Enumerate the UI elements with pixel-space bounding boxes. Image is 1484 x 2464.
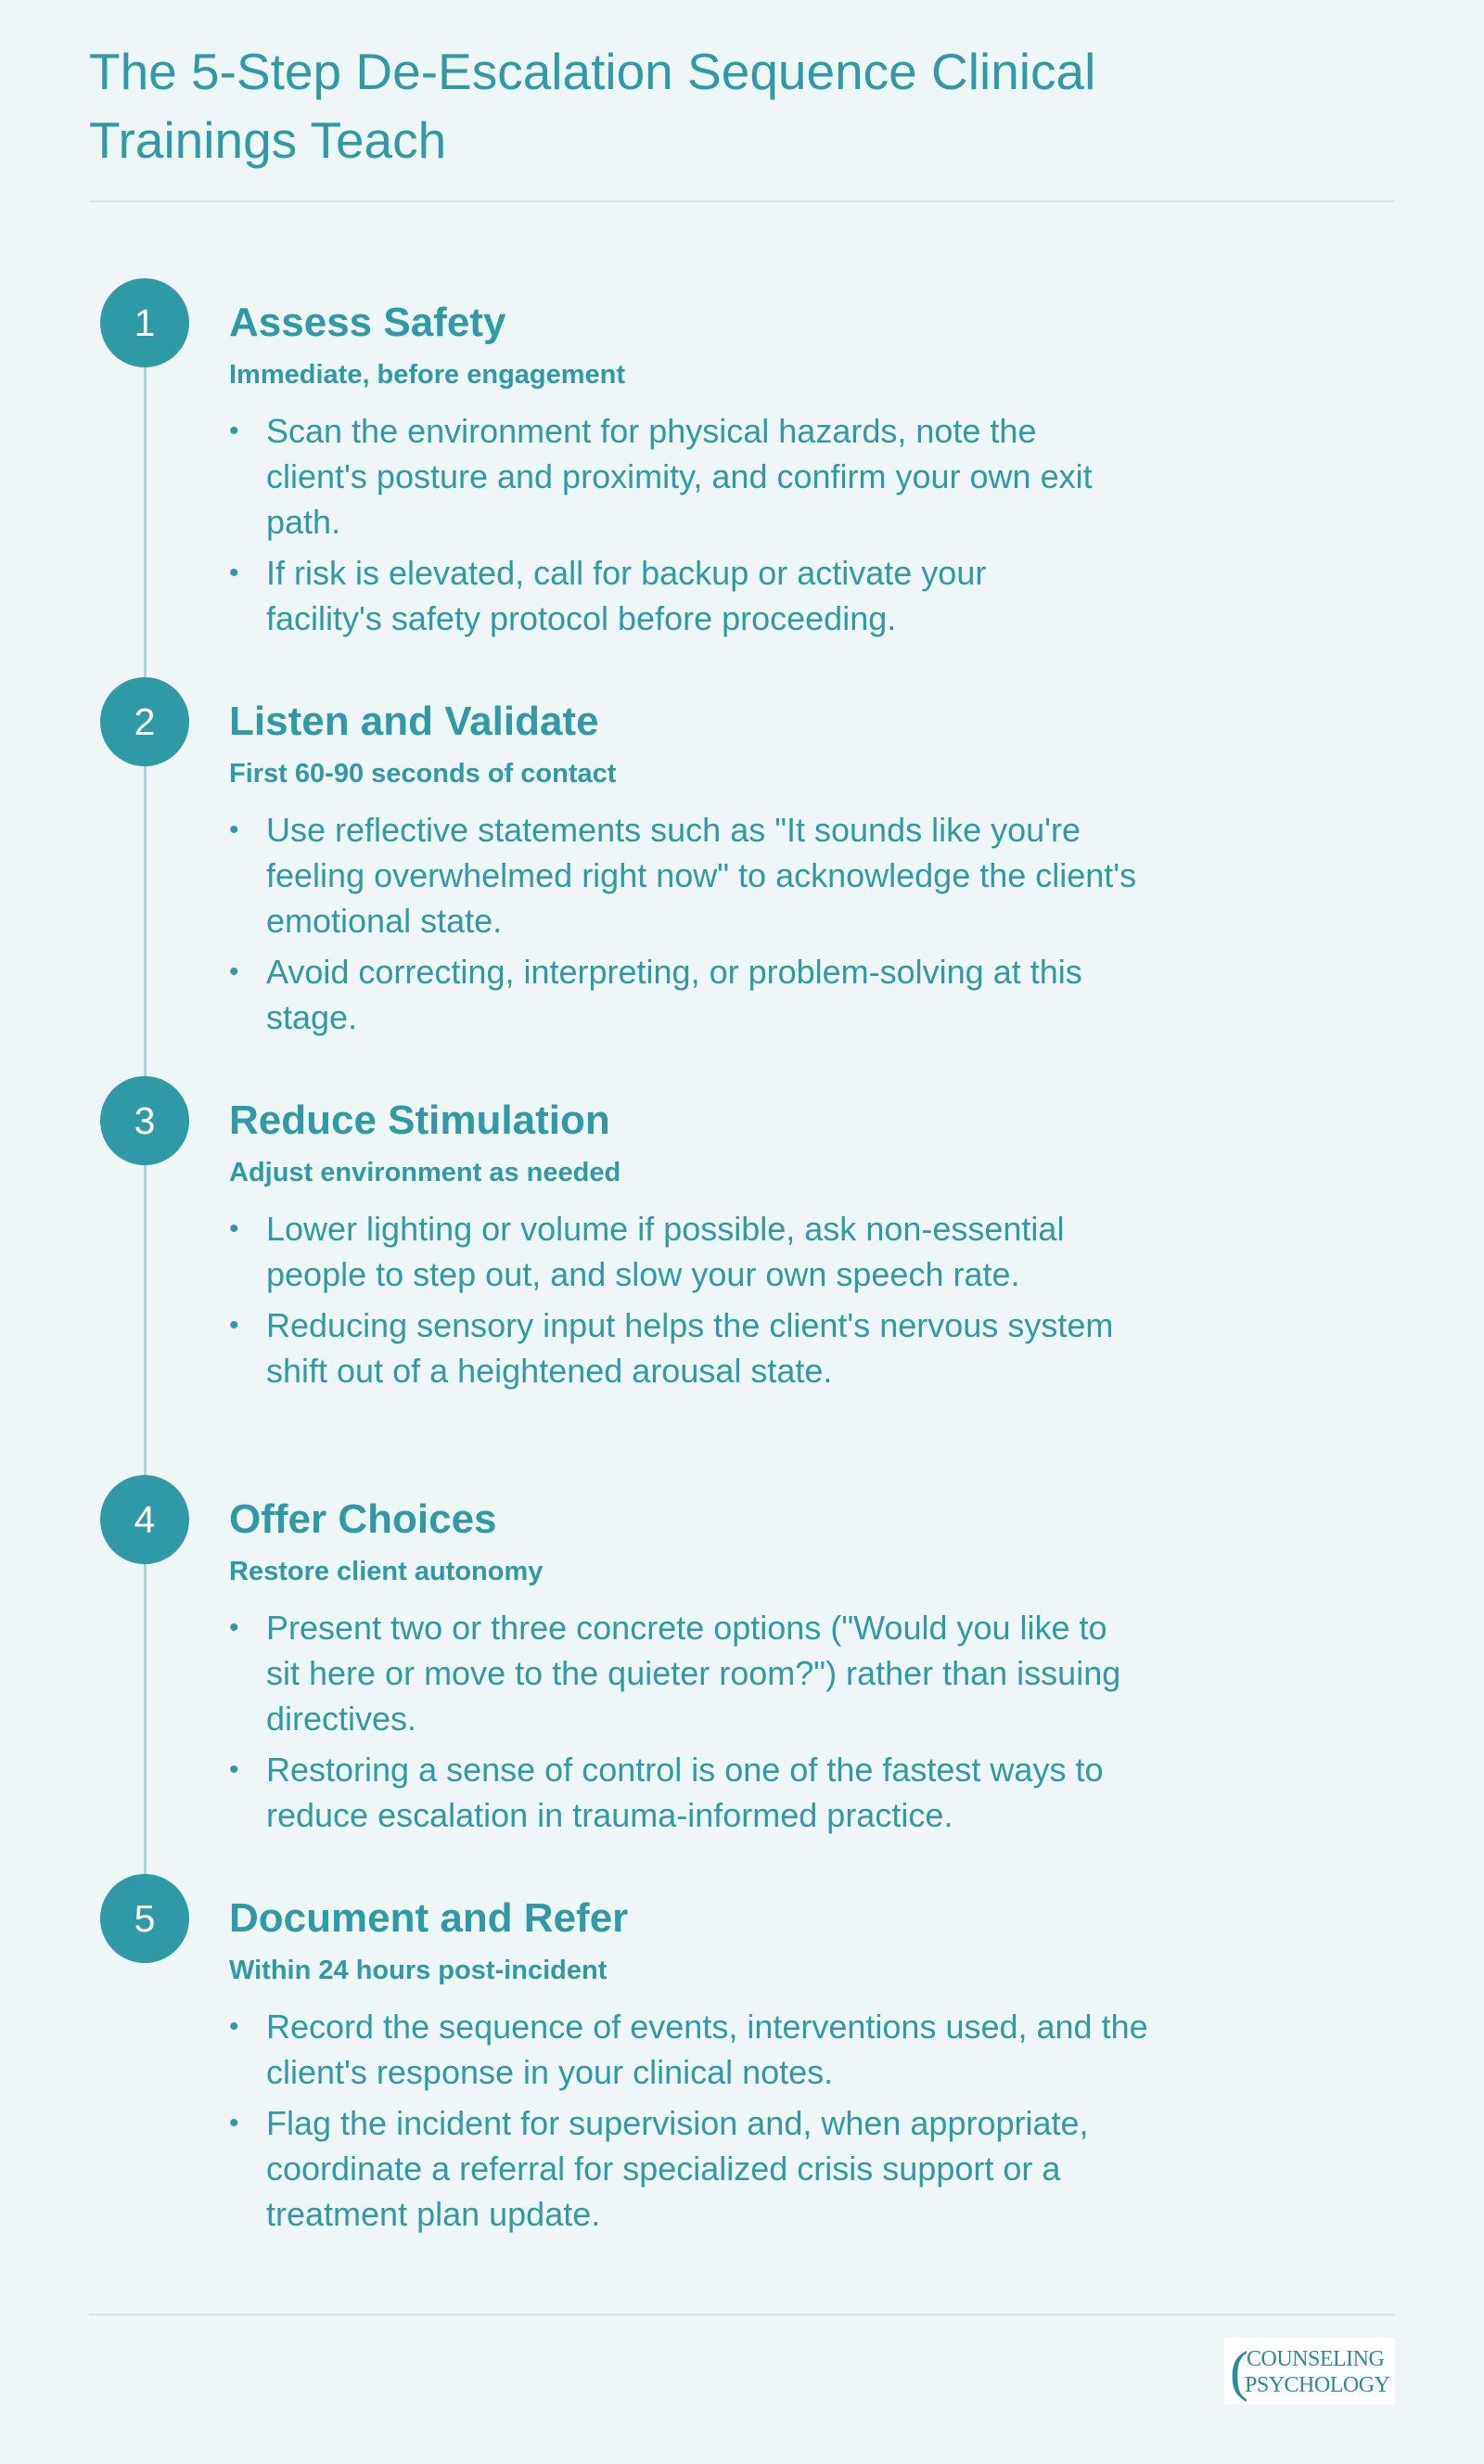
- step-title: Listen and Validate: [229, 699, 599, 744]
- bullet-dot-icon: •: [229, 815, 239, 845]
- step-number-badge: 1: [100, 278, 189, 367]
- bullet-dot-icon: •: [229, 558, 239, 588]
- step-number-badge: 2: [100, 677, 189, 766]
- bullet-dot-icon: •: [229, 2011, 239, 2042]
- bullet-item: • Lower lighting or volume if possible, ask non-essential people to step out, and slow your own speech rate.: [229, 1206, 1157, 1297]
- bullet-item: • Present two or three concrete options ("Would you like to sit here or move to the quieter room?") rather than issuing directives.: [229, 1605, 1138, 1741]
- bullet-item: • Scan the environment for physical hazards, note the client's posture and proximity, and confirm your own exit path.: [229, 408, 1101, 545]
- bullet-dot-icon: •: [229, 416, 239, 446]
- counseling-psychology-logo[interactable]: [1224, 2338, 1395, 2405]
- step-bullet-list: [229, 807, 1138, 1046]
- bullet-dot-icon: •: [229, 1213, 239, 1244]
- step-5: [0, 1874, 1484, 2282]
- step-bullet-list: [229, 408, 1101, 647]
- bullet-item: • Flag the incident for supervision and, when appropriate, coordinate a referral for specialized crisis support or a treatment plan update.: [229, 2100, 1157, 2237]
- step-title: Document and Refer: [229, 1895, 629, 1941]
- step-subtitle: Restore client autonomy: [229, 1557, 544, 1586]
- step-4: [0, 1475, 1484, 1865]
- step-bullet-list: [229, 2004, 1157, 2242]
- step-title: Offer Choices: [229, 1496, 497, 1542]
- step-subtitle: First 60-90 seconds of contact: [229, 759, 617, 789]
- top-divider: [89, 200, 1395, 202]
- bullet-dot-icon: •: [229, 1310, 239, 1341]
- step-bullet-list: [229, 1206, 1157, 1399]
- bullet-item: • Record the sequence of events, interventions used, and the client's response in your clinical notes.: [229, 2004, 1157, 2095]
- bottom-divider: [89, 2314, 1395, 2316]
- bullet-item: • Use reflective statements such as "It sounds like you're feeling overwhelmed right now" to acknowledge the client's emotional state.: [229, 807, 1138, 943]
- logo-c-mark-icon: (: [1230, 2341, 1248, 2402]
- step-number-badge: 5: [100, 1874, 189, 1963]
- step-3: [0, 1076, 1484, 1466]
- step-title: Reduce Stimulation: [229, 1097, 610, 1143]
- bullet-dot-icon: •: [229, 2108, 239, 2138]
- logo-line-2: PSYCHOLOGY: [1245, 2373, 1390, 2397]
- bullet-dot-icon: •: [229, 956, 239, 987]
- bullet-dot-icon: •: [229, 1754, 239, 1785]
- bullet-dot-icon: •: [229, 1612, 239, 1643]
- step-subtitle: Within 24 hours post-incident: [229, 1956, 608, 1985]
- step-title: Assess Safety: [229, 300, 506, 345]
- step-number-badge: 4: [100, 1475, 189, 1564]
- step-subtitle: Immediate, before engagement: [229, 360, 626, 390]
- bullet-item: • Restoring a sense of control is one of the fastest ways to reduce escalation in trauma-informed practice.: [229, 1747, 1138, 1838]
- step-1: [0, 278, 1484, 668]
- step-number-badge: 3: [100, 1076, 189, 1165]
- bullet-item: • Reducing sensory input helps the client's nervous system shift out of a heightened arousal state.: [229, 1303, 1157, 1393]
- step-2: [0, 677, 1484, 1067]
- bullet-item: • If risk is elevated, call for backup or activate your facility's safety protocol before proceeding.: [229, 550, 1101, 641]
- step-bullet-list: [229, 1605, 1138, 1843]
- logo-line-1: COUNSELING: [1247, 2347, 1385, 2371]
- bullet-item: • Avoid correcting, interpreting, or problem-solving at this stage.: [229, 949, 1138, 1040]
- page-title: The 5-Step De-Escalation Sequence Clinical Trainings Teach: [89, 43, 1096, 169]
- step-subtitle: Adjust environment as needed: [229, 1158, 621, 1187]
